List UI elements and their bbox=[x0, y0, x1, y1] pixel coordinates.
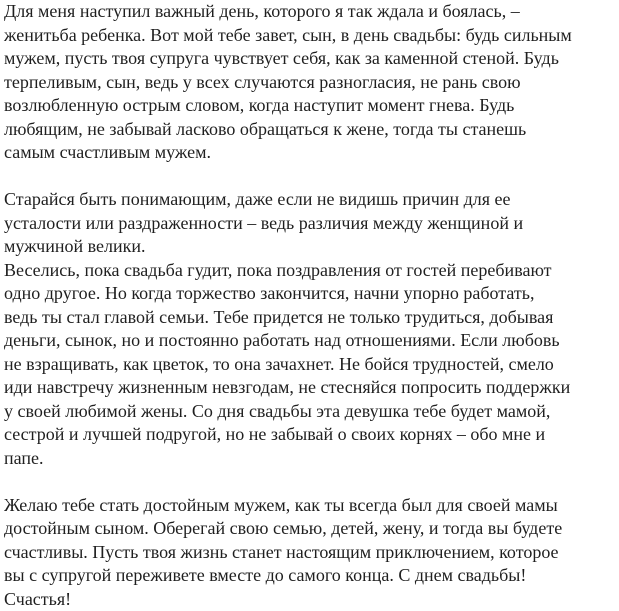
paragraph-spacer bbox=[4, 470, 616, 494]
text-line: вы с супругой переживете вместе до самого конца. С днем свадьбы! bbox=[4, 564, 616, 588]
text-line: счастливы. Пусть твоя жизнь станет настоящим приключением, которое bbox=[4, 541, 616, 565]
document-body bbox=[4, 0, 616, 611]
text-line: Желаю тебе стать достойным мужем, как ты всегда был для своей мамы bbox=[4, 494, 616, 518]
text-line: женитьба ребенка. Вот мой тебе завет, сын, в день свадьбы: будь сильным bbox=[4, 24, 616, 48]
text-line: папе. bbox=[4, 447, 616, 471]
text-line: достойным сыном. Оберегай свою семью, детей, жену, и тогда вы будете bbox=[4, 517, 616, 541]
text-line: любящим, не забывай ласково обращаться к жене, тогда ты станешь bbox=[4, 118, 616, 142]
text-line: иди навстречу жизненным невзгодам, не стесняйся попросить поддержки bbox=[4, 376, 616, 400]
text-line: Старайся быть понимающим, даже если не видишь причин для ее bbox=[4, 188, 616, 212]
paragraph-2 bbox=[4, 188, 616, 470]
text-line: Веселись, пока свадьба гудит, пока поздравления от гостей перебивают bbox=[4, 259, 616, 283]
text-line: у своей любимой жены. Со дня свадьбы эта девушка тебе будет мамой, bbox=[4, 400, 616, 424]
text-line: мужем, пусть твоя супруга чувствует себя, как за каменной стеной. Будь bbox=[4, 47, 616, 71]
text-line: сестрой и лучшей подругой, но не забывай о своих корнях – обо мне и bbox=[4, 423, 616, 447]
text-line: Для меня наступил важный день, которого я так ждала и боялась, – bbox=[4, 0, 616, 24]
text-line: мужчиной велики. bbox=[4, 235, 616, 259]
paragraph-spacer bbox=[4, 165, 616, 189]
text-line: терпеливым, сын, ведь у всех случаются разногласия, не рань свою bbox=[4, 71, 616, 95]
text-line: самым счастливым мужем. bbox=[4, 141, 616, 165]
text-line: усталости или раздраженности – ведь различия между женщиной и bbox=[4, 212, 616, 236]
text-line: ведь ты стал главой семьи. Тебе придется не только трудиться, добывая bbox=[4, 306, 616, 330]
text-line: не взращивать, как цветок, то она зачахнет. Не бойся трудностей, смело bbox=[4, 353, 616, 377]
paragraph-3 bbox=[4, 494, 616, 611]
text-line: Счастья! bbox=[4, 588, 616, 611]
paragraph-1 bbox=[4, 0, 616, 165]
text-line: возлюбленную острым словом, когда наступит момент гнева. Будь bbox=[4, 94, 616, 118]
text-line: одно другое. Но когда торжество закончится, начни упорно работать, bbox=[4, 282, 616, 306]
text-line: деньги, сынок, но и постоянно работать над отношениями. Если любовь bbox=[4, 329, 616, 353]
